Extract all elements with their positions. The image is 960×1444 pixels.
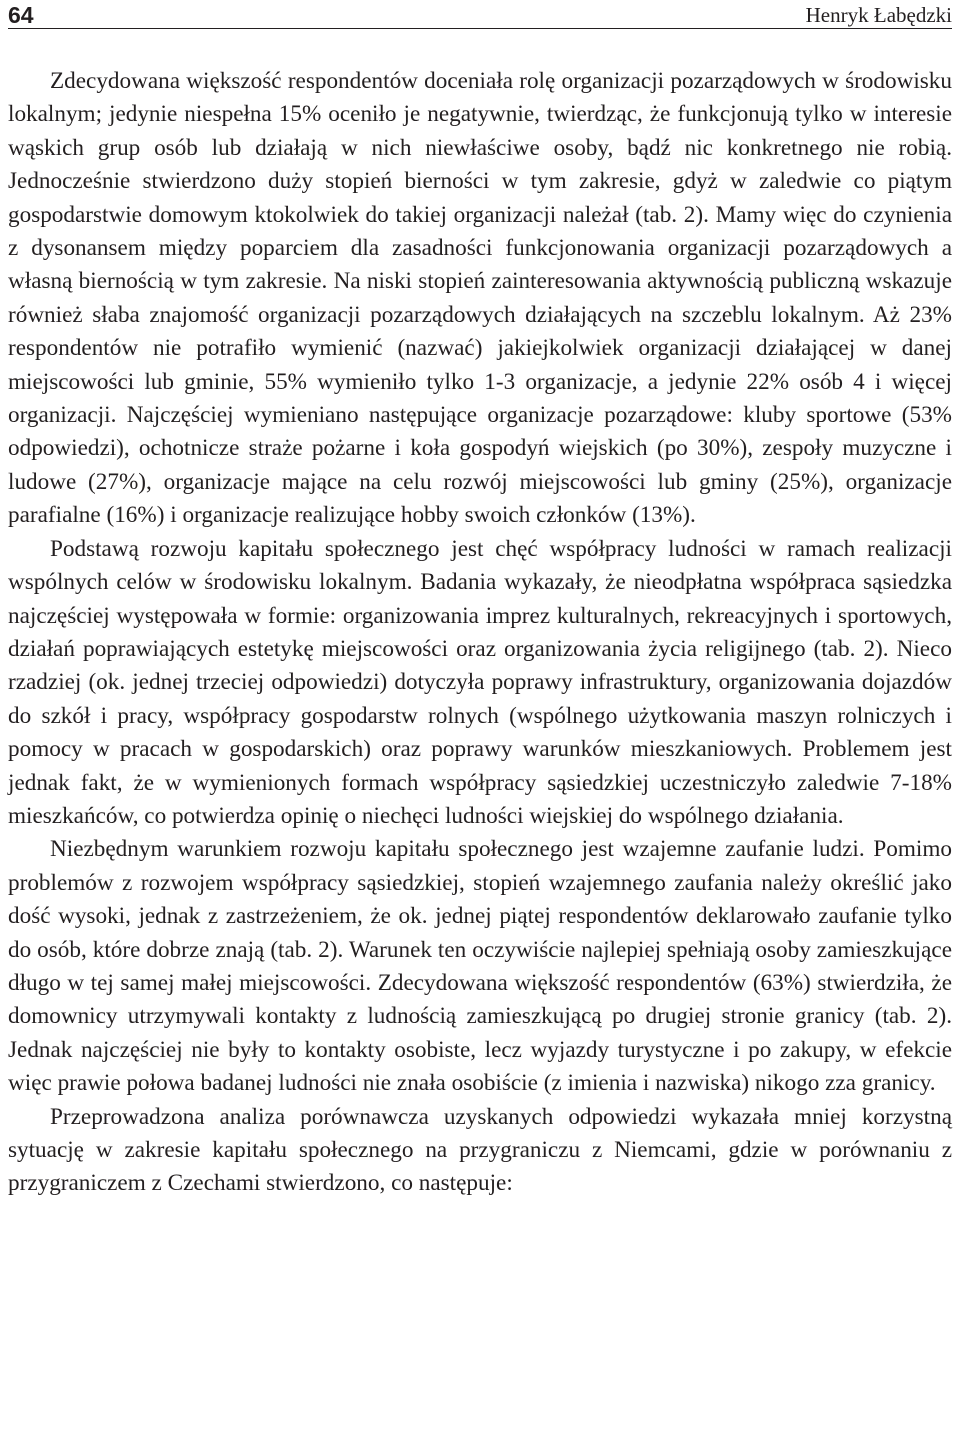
running-head-author: Henryk Łabędzki [805, 3, 952, 27]
body-text [8, 65, 952, 1201]
paragraph-comparative-analysis: Przeprowadzona analiza porównawcza uzyskanych odpowiedzi wykazała mniej korzystną sytuację w zakresie kapitału społecznego na przygraniczu z Niemcami, gdzie w porównaniu z przygraniczem z Czechami stwierdzono, co następuje: [8, 1103, 952, 1197]
running-header [8, 0, 952, 29]
paragraph-neighbourly-cooperation: Podstawą rozwoju kapitału społecznego jest chęć współpracy ludności w ramach realizacji wspólnych celów w środowisku lokalnym. Badania wykazały, że nieodpłatna współpraca sąsiedzka najczęściej występowała w formie: organizowania imprez kulturalnych, rekreacyjnych i sportowych, działań poprawiających estetykę miejscowości oraz organizowania życia religijnego (tab. 2). Nieco rzadziej (ok. jednej trzeciej odpowiedzi) dotyczyła poprawy infrastruktury, organizowania dojazdów do szkół i pracy, współpracy gospodarstw rolnych (wspólnego użytkowania maszyn rolniczych i pomocy w pracach w gospodarskich) oraz poprawy warunków mieszkaniowych. Problemem jest jednak fakt, że w wymienionych formach współpracy sąsiedzkiej uczestniczyło zaledwie 7-18% mieszkańców, co potwierdza opinię o niechęci ludności wiejskiej do wspólnego działania. [8, 535, 952, 829]
paragraph-mutual-trust: Niezbędnym warunkiem rozwoju kapitału społecznego jest wzajemne zaufanie ludzi. Pomimo problemów z rozwojem współpracy sąsiedzkiej, stopień wzajemnego zaufania należy określić jako dość wysoki, jednak z zastrzeżeniem, że ok. jednej piątej respondentów deklarowało zaufanie tylko do osób, które dobrze znają (tab. 2). Warunek ten oczywiście najlepiej spełniają osoby zamieszkujące długo w tej samej małej miejscowości. Zdecydowana większość respondentów (63%) stwierdziła, że domownicy utrzymywali kontakty z ludnością zamieszkującą po drugiej stronie granicy (tab. 2). Jednak najczęściej nie były to kontakty osobiste, lecz wyjazdy turystyczne i po zakupy, w efekcie więc prawie połowa badanej ludności nie znała osobiście (z imienia i nazwiska) nikogo zza granicy. [8, 836, 952, 1097]
page-number: 64 [8, 2, 34, 28]
paragraph-ngo-assessment: Zdecydowana większość respondentów doceniała rolę organizacji pozarządowych w środowisku lokalnym; jedynie niespełna 15% oceniło je negatywnie, twierdząc, że funkcjonują tylko w interesie wąskich grup osób lub działają w nich niewłaściwe osoby, bądź nic konkretnego nie robią. Jednocześnie stwierdzono duży stopień bierności w tym zakresie, gdyż w zaledwie co piątym gospodarstwie domowym ktokolwiek do takiej organizacji należał (tab. 2). Mamy więc do czynienia z dysonansem między poparciem dla zasadności funkcjonowania organizacji pozarządowych a własną biernością w tym zakresie. Na niski stopień zainteresowania aktywnością publiczną wskazuje również słaba znajomość organizacji pozarządowych działających na szczeblu lokalnym. Aż 23% respondentów nie potrafiło wymienić (nazwać) jakiejkolwiek organizacji działającej w danej miejscowości lub gminie, 55% wymieniło tylko 1-3 organizacje, a jedynie 22% osób 4 i więcej organizacji. Najczęściej wymieniano następujące organizacje pozarządowe: kluby sportowe (53% odpowiedzi), ochotnicze straże pożarne i koła gospodyń wiejskich (po 30%), zespoły muzyczne i ludowe (27%), organizacje mające na celu rozwój miejscowości lub gminy (25%), organizacje parafialne (16%) i organizacje realizujące hobby swoich członków (13%). [8, 68, 952, 529]
